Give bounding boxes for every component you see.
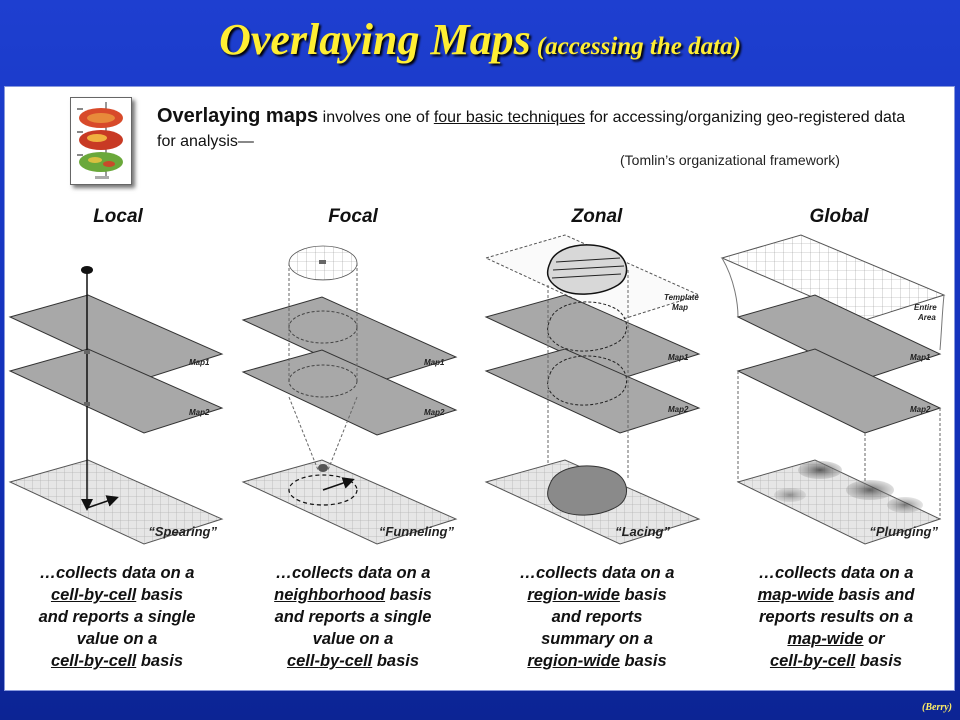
desc-global-line3: reports results on a: [758, 608, 914, 626]
desc-global-line2: basis and: [833, 586, 915, 604]
local-map1-label: Map1: [189, 358, 210, 367]
global-entire-label-1: Entire: [914, 303, 937, 312]
desc-zonal-line4: summary on a: [541, 630, 653, 648]
title-main: Overlaying Maps: [219, 15, 531, 64]
desc-zonal-term2: region-wide: [527, 652, 620, 670]
caption-global: “Plunging”: [869, 524, 938, 539]
global-surface-blob-4: [774, 488, 806, 502]
zonal-map1-label: Map1: [668, 353, 689, 362]
desc-global-term2: map-wide: [787, 630, 864, 648]
desc-local-line3: and reports a single: [38, 608, 196, 626]
desc-zonal-line1: …collects data on a: [519, 564, 675, 582]
desc-focal: [243, 562, 463, 672]
citation: (Tomlin’s organizational framework): [620, 152, 840, 168]
desc-local-term1: cell-by-cell: [50, 586, 137, 604]
desc-focal-line1: …collects data on a: [275, 564, 431, 582]
focal-diagram: [243, 246, 456, 544]
heading-focal: Focal: [328, 206, 378, 227]
heading-local: Local: [93, 206, 143, 227]
global-map1-label: Map1: [910, 353, 931, 362]
global-map2-label: Map2: [910, 405, 931, 414]
desc-local-line5: basis: [136, 652, 184, 670]
zonal-map2-label: Map2: [668, 405, 689, 414]
global-entire-label-2: Area: [918, 313, 936, 322]
global-surface-blob-3: [887, 497, 923, 513]
desc-focal-term1: neighborhood: [274, 586, 386, 604]
global-surface-blob-2: [846, 480, 894, 500]
desc-focal-line5: basis: [372, 652, 420, 670]
caption-zonal: “Lacing”: [615, 524, 670, 539]
zonal-template-label-1: Template: [664, 293, 699, 302]
intro-part2: for accessing/organizing geo-registered data for analysis—: [157, 109, 906, 150]
global-diagram: [722, 235, 944, 544]
desc-focal-term2: cell-by-cell: [286, 652, 373, 670]
caption-local: “Spearing”: [148, 524, 217, 539]
desc-global-line1: …collects data on a: [758, 564, 914, 582]
desc-local-line2: basis: [136, 586, 184, 604]
desc-focal-line3: and reports a single: [274, 608, 432, 626]
desc-zonal-line5: basis: [619, 652, 667, 670]
desc-global-term3: cell-by-cell: [769, 652, 856, 670]
focal-funnel-point: [318, 464, 328, 472]
desc-local: [7, 562, 227, 672]
desc-global-term1: map-wide: [757, 586, 834, 604]
intro-part1: involves one of: [318, 109, 434, 126]
desc-zonal-term1: region-wide: [527, 586, 620, 604]
desc-focal-line2: basis: [385, 586, 432, 604]
desc-zonal: [487, 562, 707, 672]
caption-focal: “Funneling”: [378, 524, 454, 539]
desc-zonal-line2: basis: [619, 586, 667, 604]
author-credit: (Berry): [922, 702, 952, 713]
desc-local-term2: cell-by-cell: [50, 652, 137, 670]
zonal-result-region: [548, 466, 627, 515]
heading-global: Global: [809, 206, 869, 227]
focal-map1-label: Map1: [424, 358, 445, 367]
intro-bold: Overlaying maps: [157, 105, 319, 127]
zonal-template-label-2: Map: [672, 303, 688, 312]
local-diagram: [10, 266, 222, 544]
focal-map2-label: Map2: [424, 408, 445, 417]
zonal-diagram: [486, 235, 699, 544]
heading-zonal: Zonal: [571, 206, 623, 227]
global-surface-blob-1: [798, 461, 842, 479]
local-map2-label: Map2: [189, 408, 210, 417]
desc-local-line4: value on a: [76, 630, 158, 648]
local-spear-head: [81, 266, 93, 274]
title-subtitle: (accessing the data): [536, 33, 741, 60]
desc-zonal-line3: and reports: [551, 608, 643, 626]
desc-global: [726, 562, 946, 672]
desc-local-line1: …collects data on a: [39, 564, 195, 582]
desc-focal-line4: value on a: [312, 630, 394, 648]
desc-global-line5: basis: [855, 652, 903, 670]
intro-underlined: four basic techniques: [433, 109, 586, 126]
desc-global-line4: or: [863, 630, 885, 648]
